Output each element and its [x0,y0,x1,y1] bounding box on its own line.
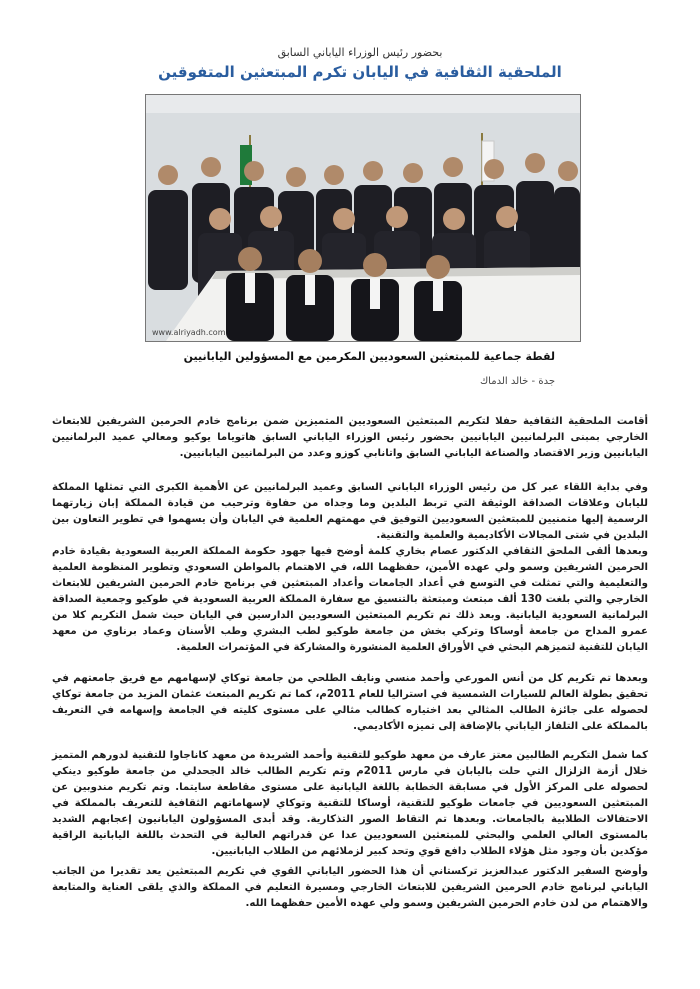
photo-watermark: www.alriyadh.com [152,328,226,337]
article-paragraph: وبعدها ألقى الملحق الثقافي الدكتور عصام بخاري كلمة أوضح فيها جهود حكومة المملكة العربية السعودية بقيادة خادم الحرمين الشريفين وسمو ولي عهده الأمين، حفظهما الله، في الاهتمام بالمواطن السعودي وتطوير المنظومة العلمية والتعليمية والتي تمثلت في التوسع في أعداد الجامعات وأعداد المبتعثين في برنامج خادم الحرمين الشريفين للابتعاث الخارجي والتي بلغت 130 ألف مبتعث ومبتعثة بالتنسيق مع سفارة المملكة العربية السعودية في طوكيو وجمعية الصداقة البرلمانية السعودية اليابانية. وبعد ذلك تم تكريم المبتعثين السعوديين الدارسين في اليابان حيث شمل التكريم كلا من عمرو المداح من جامعة أوساكا وتركي بخش من جامعة طوكيو لطب البشري وطب الأسنان وعماد برناوي من معهد اليابان للتقنية لتميزهم البحثي في الأوراق العلمية المنشورة والمشاركة في المؤتمرات العلمية. [52,546,648,654]
article-headline: الملحقية الثقافية في اليابان تكرم المبتعثين المتفوقين [158,63,562,81]
article-paragraph: كما شمل التكريم الطالبين معتز عارف من معهد طوكيو للتقنية وأحمد الشريدة من معهد كاناجاوا للتقنية لدورهم المتميز خلال أزمة الزلزال التي حلت باليابان في مارس 2011م وتم تكريم الطالب خالد الجحدلي من جامعة طوكيو دينكي لحصوله على المركز الأول في مسابقة الخطابة باللغة اليابانية على مستوى مقاطعة سايتما. وتم تكريم مندوبين عن المبتعثين السعوديين في جامعات طوكيو للتقنية، أوساكا للتقنية وتوكاي لإسهاماتهم الثقافية للتعريف بالمملكة في الاحتفالات الطلابية بالجامعات. وبعدها تم التقاط الصور التذكارية. وقد أبدى المسؤولون اليابانيون إعجابهم الشديد بالمستوى العالي العلمي والبحثي للمبتعثين السعوديين عدا عن قدراتهم العالية في التحدث باللغة اليابانية الراقية مؤكدين بأن وجود مثل هؤلاء الطلاب دافع قوي وتحد كبير لزملائهم من الطلاب اليابانيين. [52,750,648,858]
article-paragraph: وبعدها تم تكريم كل من أنس المورعي وأحمد منسي ونايف الطلحي من جامعة توكاي لإسهامهم مع فريق جامعتهم في تحقيق بطولة العالم للسيارات الشمسية في استراليا للعام 2011م، كما تم تكريم المبتعث عثمان المزيد من جامعة توكاي لحصوله على جائزة الطالب المثالي بعد اختياره كطالب مثالي على مستوى كليته في الجامعة وإسهامه في التعريف بالمملكة على التلفاز الياباني بالإضافة إلى تميزه الأكاديمي. [52,673,648,733]
article-paragraph: وأوضح السفير الدكتور عبدالعزيز تركستاني أن هذا الحضور الياباني القوي في تكريم المبتعثين يعد تقديرا من الجانب الياباني لبرنامج خادم الحرمين الشريفين للابتعاث الخارجي ومسيرة التعليم في المملكة والذي يلقى العناية والمتابعة والاهتمام من لدن خادم الحرمين الشريفين وسمو ولي عهده الأمين حفظهما الله. [52,866,648,910]
group-photo-illustration [146,95,580,341]
article-paragraph: أقامت الملحقية الثقافية حفلا لتكريم المبتعثين السعوديين المتميزين ضمن برنامج خادم الحرمين الشريفين للابتعاث الخارجي بمبنى البرلمانيين اليابانيين بحضور رئيس الوزراء الياباني السابق هاتوياما يوكيو ومعالي عميد البرلمانيين اليابانيين وزير الاقتصاد والصناعة الياباني السابق واتانابي كوزو وعدد من البرلمانيين اليابانيين. [52,416,648,460]
photo-caption: لقطة جماعية للمبتعثين السعوديين المكرمين مع المسؤولين اليابانيين [183,350,555,363]
article-kicker: بحضور رئيس الوزراء الياباني السابق [277,46,443,59]
article-byline: جدة - خالد الدماك [479,376,555,387]
article-paragraph: وفي بداية اللقاء عبر كل من رئيس الوزراء الياباني السابق وعميد البرلمانيين عن الأهمية الكبرى التي تمثلها المملكة لليابان وعلاقات الصداقة الوثيقة التي تربط البلدين وما وجداه من حفاوة وترحيب من قيادة المملكة إبان زيارتهما الرسمية إليها متمنيين للمبتعثين السعوديين التوفيق في مهمتهم العلمية في اليابان وأن يسهموا في تطوير التعاون بين البلدين في شتى المجالات الأكاديمية والعلمية والتقنية. [52,482,648,542]
group-photo [145,94,581,342]
